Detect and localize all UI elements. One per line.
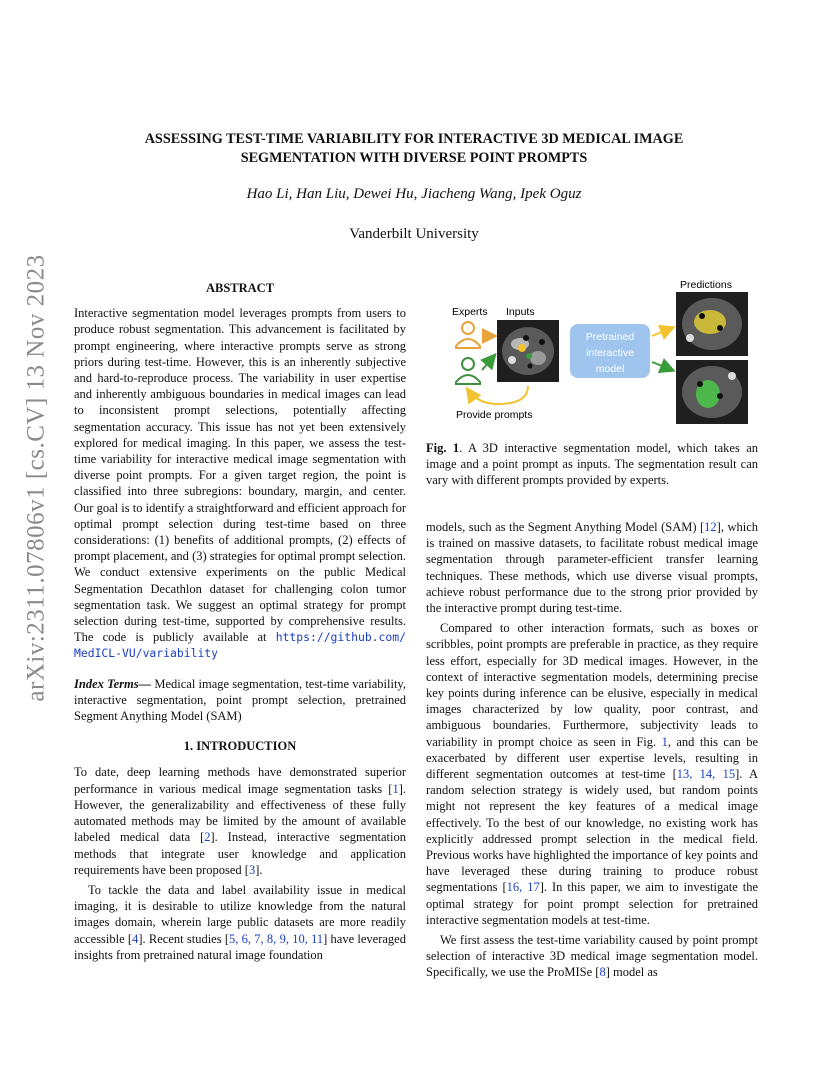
right-paragraph-3 bbox=[426, 932, 758, 981]
citation-link[interactable]: 5, 6, 7, 8, 9, 10, 11 bbox=[229, 931, 324, 946]
affiliation: Vanderbilt University bbox=[349, 226, 479, 242]
input-ct-image bbox=[497, 320, 559, 382]
code-link-line1[interactable]: https://github.com/ bbox=[275, 630, 406, 645]
output-arrow-yellow-icon bbox=[652, 328, 672, 336]
right-paragraph-1 bbox=[426, 519, 758, 616]
citation-link[interactable]: 3 bbox=[248, 862, 256, 877]
intro-paragraph-1 bbox=[74, 764, 406, 877]
right-p2-text: , and this can be exacerbated by different user expertise levels, resulting in different segmentation outcomes at test-time [ bbox=[426, 734, 758, 782]
figure-1-graphic bbox=[434, 276, 754, 426]
intro-p1-text: To date, deep learning methods have demonstrated superior performance in various medical image segmentation tasks [ bbox=[74, 765, 406, 796]
citation-link[interactable]: 8 bbox=[599, 965, 606, 980]
expert-green-icon bbox=[456, 358, 480, 384]
citation-link[interactable]: 2 bbox=[204, 830, 211, 845]
citation-link[interactable]: 13, 14, 15 bbox=[676, 767, 736, 782]
right-paragraph-2 bbox=[426, 620, 758, 928]
right-p3-text: We first assess the test-time variability caused by point prompt selection of interactive 3D medical image segmentation model. Specifically, we use the ProMISe [ bbox=[426, 933, 758, 980]
abstract-heading: ABSTRACT bbox=[205, 281, 275, 295]
intro-heading: 1. INTRODUCTION bbox=[183, 739, 297, 754]
right-p1-text: ], which is trained on massive datasets, to facilitate robust medical image segmentation through parameter-efficient transfer learning techniques. These methods, which use diverse visual prompts, achieve robust performance due to the strong prior provided by the interactive prompt during test-time. bbox=[426, 520, 758, 616]
output-arrow-green-icon bbox=[652, 362, 672, 370]
right-column bbox=[426, 519, 758, 981]
citation-link[interactable]: 1 bbox=[392, 781, 399, 796]
figure-1 bbox=[434, 276, 754, 426]
intro-p2-text: ] have leveraged insights from pretrained natural image foundation bbox=[74, 931, 406, 962]
citation-link[interactable]: 12 bbox=[704, 520, 717, 534]
abstract-text bbox=[74, 305, 406, 661]
intro-p1-text: ]. bbox=[255, 862, 263, 877]
prompt-point-green-icon bbox=[526, 353, 532, 359]
provide-prompts-arrow-icon bbox=[468, 386, 528, 404]
code-link-line2[interactable]: MedICL-VU/variability bbox=[74, 646, 219, 661]
figure-link[interactable]: 1 bbox=[661, 734, 668, 749]
model-label-3: model bbox=[595, 363, 625, 375]
model-label-2: interactive bbox=[586, 347, 634, 359]
right-p2-text: ]. In this paper, we aim to investigate the optimal strategy for point prompt selection for pretrained interactive segmentation models at test-time. bbox=[426, 880, 759, 927]
caption-text: . A 3D interactive segmentation model, which takes an image and a point prompt as inputs. The segmentation result can vary with different prompts provided by experts. bbox=[426, 441, 758, 488]
index-terms-label: Index Terms— bbox=[74, 676, 152, 691]
citation-link[interactable]: 16, 17 bbox=[506, 880, 540, 895]
prompt-point-yellow-icon bbox=[518, 344, 526, 352]
label-inputs: Inputs bbox=[506, 306, 535, 318]
abstract-body: Interactive segmentation model leverages prompts from users to produce robust segmentation. This advancement is facilitated by prompt engineering, where interactive prompts serve as strong priors during test-time. However, this is an inherently subjective and hard-to-reproduce process. The variability in user expertise and inherently ambiguous boundaries in medical images can lead to inconsistent prompt selections, potentially affecting segmentation accuracy. This issue has not yet been extensively explored for medical imaging. In this paper, we assess the test-time variability for interactive medical image segmentation with diverse point prompts. For a given target region, the point is classified into three subregions: boundary, margin, and center. Our goal is to identify a straightforward and efficient approach for optimal prompt selection during test-time based on three considerations: (1) benefits of additional prompts, (2) effects of prompt placement, and (3) strategies for optimal prompt selection. We conduct extensive experiments on the public Medical Segmentation Decathlon dataset for challenging colon tumor segmentation task. We suggest an optimal strategy for prompt selection during test-time, supported by comprehensive results. The code is publicly available at bbox=[74, 306, 406, 645]
right-p1-text: models, such as the Segment Anything Model (SAM) [ bbox=[426, 520, 705, 534]
model-label-1: Pretrained bbox=[585, 331, 635, 343]
arxiv-id: arXiv:2311.07806v1 [cs.CV] 13 Nov 2023 bbox=[23, 254, 51, 702]
intro-p2-text: ]. Recent studies [ bbox=[138, 931, 230, 946]
right-p2-text: Compared to other interaction formats, such as boxes or scribbles, point prompts are preferable in practice, as they require less effort, especially for 3D medical images. However, in the context of interactive segmentation models, determining precise key points during inference can be elusive, especially in medical images characterized by low quality, poor contrast, and ambiguous boundaries. Furthermore, subjectivity leads to variability in prompt choice as seen in Fig. bbox=[426, 621, 758, 749]
intro-p2-text: To tackle the data and label availability issue in medical imaging, it is desirable to utilize knowledge from the natural images domain, wherein large public datasets are more readily accessible [ bbox=[74, 882, 406, 946]
label-experts: Experts bbox=[452, 306, 488, 318]
label-provide-prompts: Provide prompts bbox=[456, 409, 533, 421]
left-column bbox=[74, 280, 406, 963]
expert-orange-icon bbox=[456, 322, 480, 348]
intro-paragraph-2 bbox=[74, 882, 406, 963]
paper-title bbox=[74, 130, 754, 168]
prediction-yellow-image bbox=[676, 292, 748, 356]
arrow-green-icon bbox=[482, 356, 494, 370]
title-line-1: ASSESSING TEST-TIME VARIABILITY FOR INTERACTIVE 3D MEDICAL IMAGE bbox=[144, 131, 684, 147]
prediction-green-image bbox=[676, 360, 748, 424]
figure-block bbox=[426, 276, 758, 489]
citation-link[interactable]: 4 bbox=[132, 931, 139, 946]
authors: Hao Li, Han Liu, Dewei Hu, Jiacheng Wang, Ipek Oguz bbox=[246, 186, 582, 202]
figure-caption bbox=[426, 440, 758, 489]
arxiv-sidebar-stamp bbox=[22, 254, 52, 702]
right-p2-text: ]. A random selection strategy is widely used, but random points might not represent the key features of a medical image effectively. To the best of our knowledge, no existing work has explicitly addressed prompt selection in the medical field. Previous works have highlighted the importance of key points and have leveraged these during training to produce robust segmentations [ bbox=[426, 767, 759, 895]
title-line-2: SEGMENTATION WITH DIVERSE POINT PROMPTS bbox=[240, 150, 588, 166]
index-terms-text: Medical image segmentation, test-time variability, interactive segmentation, point prompt selection, pretrained Segment Anything Model (SAM) bbox=[74, 676, 406, 724]
intro-p1-text: ]. However, the generalizability and effectiveness of these fully automated methods may be limited by the amount of available labeled medical data [ bbox=[74, 781, 406, 845]
right-p3-text: ] model as bbox=[605, 965, 658, 980]
intro-p1-text: ]. Instead, interactive segmentation methods that integrate user knowledge and application requirements have been proposed [ bbox=[74, 830, 407, 877]
caption-label: Fig. 1 bbox=[426, 441, 460, 455]
label-predictions: Predictions bbox=[680, 279, 732, 291]
index-terms bbox=[74, 676, 406, 725]
